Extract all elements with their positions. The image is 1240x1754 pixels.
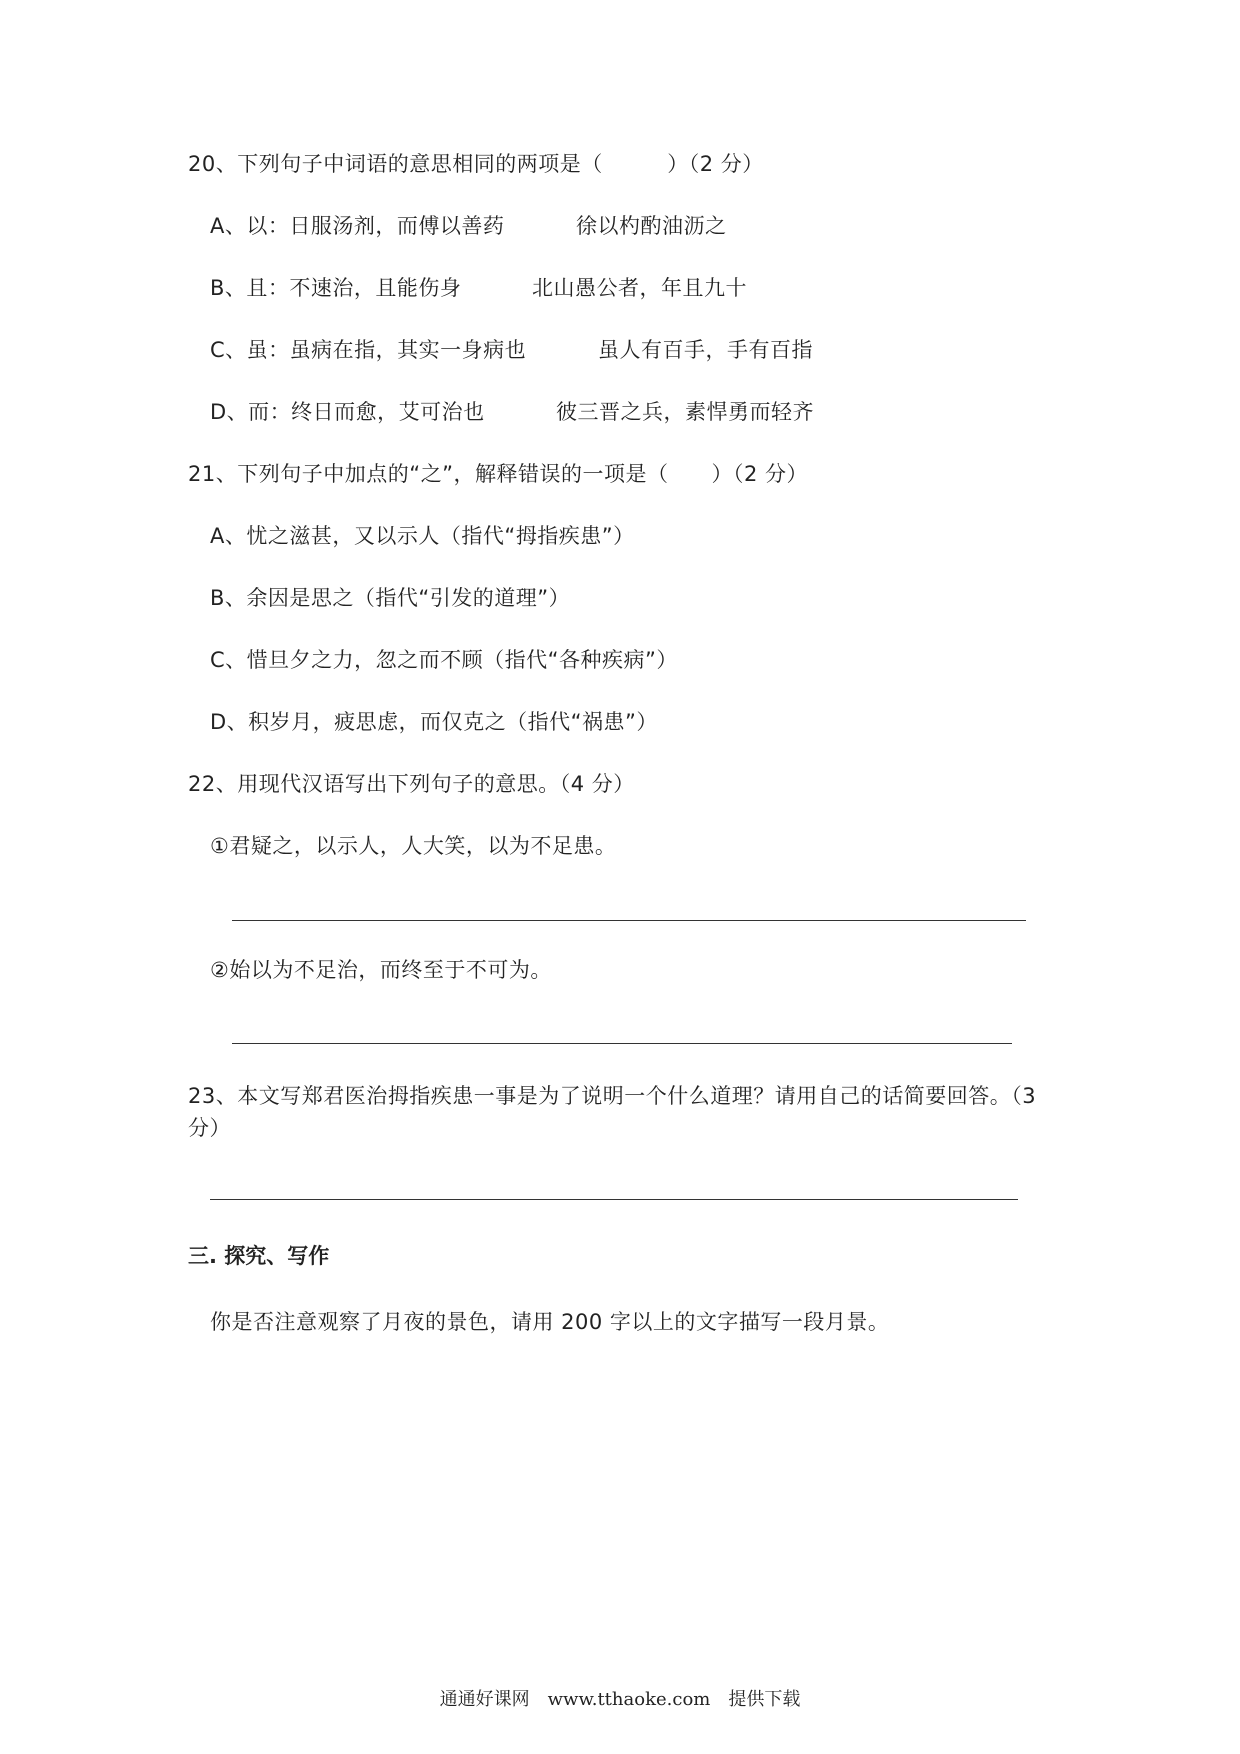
q21-option-d: D、积岁月，疲思虑，而仅克之（指代“祸患”） (210, 710, 658, 734)
q20-option-d-right: 彼三晋之兵，素悍勇而轻齐 (556, 400, 814, 424)
q22-item-1-answer-line[interactable] (232, 920, 1026, 921)
q20-option-a-right: 徐以杓酌油沥之 (576, 214, 727, 238)
q20-option-d-left: D、而：终日而愈，艾可治也 (210, 400, 485, 424)
footer-credit[interactable]: 通通好课网 www.tthaoke.com 提供下载 (439, 1689, 801, 1710)
q22-item-2-answer-line[interactable] (232, 1043, 1012, 1044)
q21-option-c: C、惜旦夕之力，忽之而不顾（指代“各种疾病”） (210, 648, 678, 672)
q20-option-c-left: C、虽：虽病在指，其实一身病也 (210, 338, 527, 362)
q21-option-a: A、忧之滋甚，又以示人（指代“拇指疾患”） (210, 524, 635, 548)
q22-stem: 22、用现代汉语写出下列句子的意思。（4 分） (188, 772, 635, 796)
q22-item-1: ①君疑之，以示人，人大笑，以为不足患。 (210, 834, 617, 858)
q20-stem: 20、下列句子中词语的意思相同的两项是（ ）（2 分） (188, 152, 764, 176)
q23-answer-line[interactable] (210, 1199, 1018, 1200)
section3-heading: 三. 探究、写作 (188, 1244, 330, 1268)
q23-stem-line2: 分） (188, 1116, 231, 1140)
q20-option-b-right: 北山愚公者，年且九十 (532, 276, 747, 300)
q20-option-c-right: 虽人有百手，手有百指 (598, 338, 813, 362)
q20-option-a-left: A、以：日服汤剂，而傅以善药 (210, 214, 505, 238)
section3-prompt: 你是否注意观察了月夜的景色，请用 200 字以上的文字描写一段月景。 (210, 1310, 890, 1334)
q22-item-2: ②始以为不足治，而终至于不可为。 (210, 958, 552, 982)
q20-option-b-left: B、且：不速治，且能伤身 (210, 276, 462, 300)
q21-option-b: B、余因是思之（指代“引发的道理”） (210, 586, 571, 610)
q21-stem: 21、下列句子中加点的“之”，解释错误的一项是（ ）（2 分） (188, 462, 809, 486)
q23-stem-line1: 23、本文写郑君医治拇指疾患一事是为了说明一个什么道理？请用自己的话简要回答。（3 (188, 1084, 1037, 1108)
